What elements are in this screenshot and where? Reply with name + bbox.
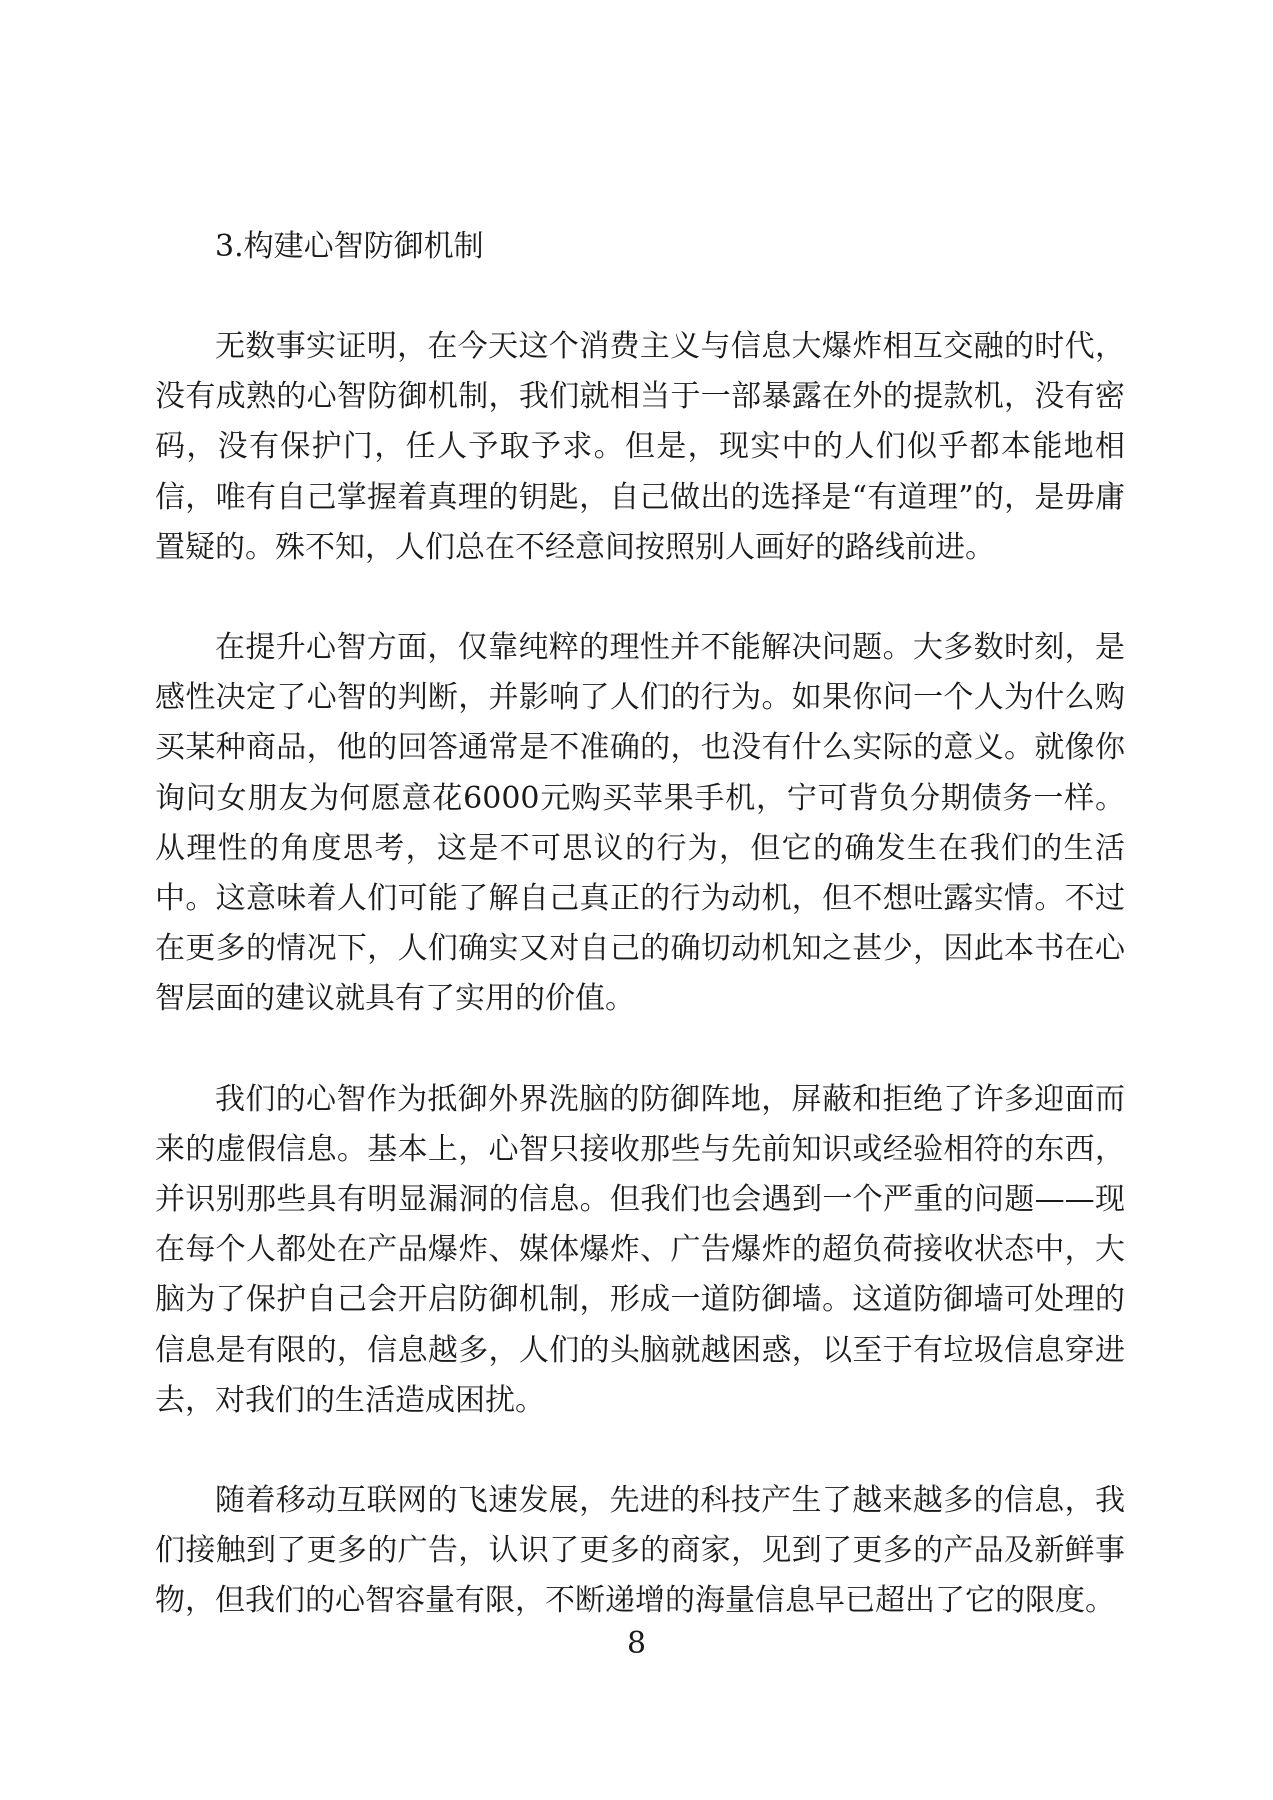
page-body bbox=[155, 222, 1125, 1677]
paragraph-3: 我们的心智作为抵御外界洗脑的防御阵地，屏蔽和拒绝了许多迎面而来的虚假信息。基本上，心智只接收那些与先前知识或经验相符的东西，并识别那些具有明显漏洞的信息。但我们也会遇到一个严重的问题——现在每个人都处在产品爆炸、媒体爆炸、广告爆炸的超负荷接收状态中，大脑为了保护自己会开启防御机制，形成一道防御墙。这道防御墙可处理的信息是有限的，信息越多，人们的头脑就越困惑，以至于有垃圾信息穿进去，对我们的生活造成困扰。 bbox=[155, 1081, 1125, 1418]
page-number: 8 bbox=[626, 1626, 647, 1661]
section-heading: 3.构建心智防御机制 bbox=[215, 229, 484, 264]
paragraph-4: 随着移动互联网的飞速发展，先进的科技产生了越来越多的信息，我们接触到了更多的广告，认识了更多的商家，见到了更多的产品及新鲜事物，但我们的心智容量有限，不断递增的海量信息早已超出了它的限度。 bbox=[155, 1483, 1125, 1619]
paragraph-2: 在提升心智方面，仅靠纯粹的理性并不能解决问题。大多数时刻，是感性决定了心智的判断，并影响了人们的行为。如果你问一个人为什么购买某种商品，他的回答通常是不准确的，也没有什么实际的意义。就像你询问女朋友为何愿意花6000元购买苹果手机，宁可背负分期债务一样。从理性的角度思考，这是不可思议的行为，但它的确发生在我们的生活中。这意味着人们可能了解自己真正的行为动机，但不想吐露实情。不过在更多的情况下，人们确实又对自己的确切动机知之甚少，因此本书在心智层面的建议就具有了实用的价值。 bbox=[155, 630, 1125, 1017]
paragraph-1: 无数事实证明，在今天这个消费主义与信息大爆炸相互交融的时代，没有成熟的心智防御机制，我们就相当于一部暴露在外的提款机，没有密码，没有保护门，任人予取予求。但是，现实中的人们似乎都本能地相信，唯有自己掌握着真理的钥匙，自己做出的选择是“有道理”的，是毋庸置疑的。殊不知，人们总在不经意间按照别人画好的路线前进。 bbox=[155, 329, 1125, 565]
